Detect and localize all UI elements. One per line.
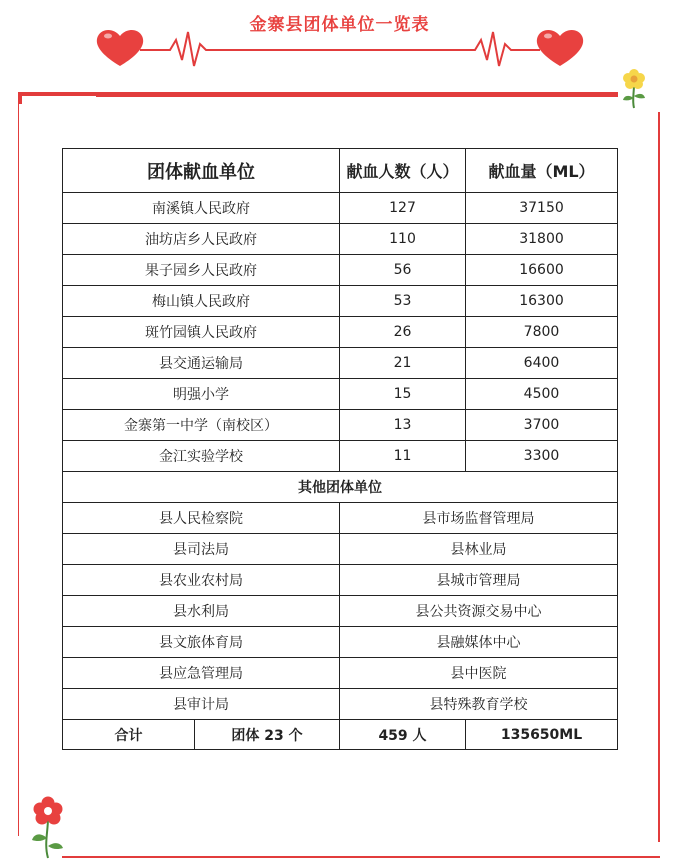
- red-flower-icon: [30, 796, 66, 860]
- donor-count-cell: 15: [340, 379, 466, 410]
- other-unit-cell: 县特殊教育学校: [340, 689, 618, 720]
- other-unit-cell: 县人民检察院: [63, 503, 340, 534]
- heartbeat-line-right: [340, 32, 540, 66]
- unit-name-cell: 金江实验学校: [63, 441, 340, 472]
- frame-border-top-thin: [96, 96, 618, 97]
- table-row: [63, 317, 618, 348]
- blood-volume-cell: 3700: [466, 410, 618, 441]
- other-unit-cell: 县审计局: [63, 689, 340, 720]
- blood-volume-cell: 6400: [466, 348, 618, 379]
- unit-name-cell: 县交通运输局: [63, 348, 340, 379]
- blood-donation-table: [62, 148, 618, 750]
- other-unit-cell: 县市场监督管理局: [340, 503, 618, 534]
- table-row: [63, 410, 618, 441]
- donor-count-cell: 56: [340, 255, 466, 286]
- blood-volume-cell: 7800: [466, 317, 618, 348]
- other-units-title-row: [63, 472, 618, 503]
- blood-volume-cell: 3300: [466, 441, 618, 472]
- other-unit-row: [63, 503, 618, 534]
- other-units-title: 其他团体单位: [63, 472, 618, 503]
- unit-name-cell: 油坊店乡人民政府: [63, 224, 340, 255]
- other-unit-row: [63, 658, 618, 689]
- table-row: [63, 348, 618, 379]
- header-unit: 团体献血单位: [63, 149, 340, 193]
- unit-name-cell: 明强小学: [63, 379, 340, 410]
- other-unit-row: [63, 627, 618, 658]
- total-row: [63, 720, 618, 750]
- heart-icon-right: [537, 30, 583, 66]
- table-header-row: [63, 149, 618, 193]
- total-groups: 团体 23 个: [195, 720, 340, 750]
- donor-count-cell: 21: [340, 348, 466, 379]
- other-unit-cell: 县林业局: [340, 534, 618, 565]
- other-unit-cell: 县城市管理局: [340, 565, 618, 596]
- total-donors: 459 人: [340, 720, 466, 750]
- unit-name-cell: 金寨第一中学（南校区）: [63, 410, 340, 441]
- frame-border-bottom: [62, 856, 660, 858]
- unit-name-cell: 梅山镇人民政府: [63, 286, 340, 317]
- header-donors: 献血人数（人）: [340, 149, 466, 193]
- other-unit-row: [63, 596, 618, 627]
- other-unit-cell: 县融媒体中心: [340, 627, 618, 658]
- yellow-flower-icon: [618, 66, 650, 110]
- table-row: [63, 441, 618, 472]
- other-unit-cell: 县公共资源交易中心: [340, 596, 618, 627]
- donor-count-cell: 26: [340, 317, 466, 348]
- other-unit-cell: 县水利局: [63, 596, 340, 627]
- other-unit-cell: 县司法局: [63, 534, 340, 565]
- other-unit-cell: 县文旅体育局: [63, 627, 340, 658]
- heartbeat-header-decoration: [0, 22, 679, 72]
- page-title: 金寨县团体单位一览表: [249, 15, 430, 35]
- donor-count-cell: 110: [340, 224, 466, 255]
- table-row: [63, 379, 618, 410]
- blood-volume-cell: 31800: [466, 224, 618, 255]
- other-unit-row: [63, 565, 618, 596]
- blood-volume-cell: 4500: [466, 379, 618, 410]
- unit-name-cell: 南溪镇人民政府: [63, 193, 340, 224]
- other-unit-cell: 县中医院: [340, 658, 618, 689]
- donor-count-cell: 127: [340, 193, 466, 224]
- heart-icon-left: [97, 30, 143, 66]
- header-volume: 献血量（ML）: [466, 149, 618, 193]
- table-row: [63, 193, 618, 224]
- blood-volume-cell: 16600: [466, 255, 618, 286]
- blood-volume-cell: 16300: [466, 286, 618, 317]
- table-row: [63, 255, 618, 286]
- total-label: 合计: [63, 720, 195, 750]
- unit-name-cell: 果子园乡人民政府: [63, 255, 340, 286]
- blood-volume-cell: 37150: [466, 193, 618, 224]
- table-body: [63, 149, 618, 750]
- unit-name-cell: 斑竹园镇人民政府: [63, 317, 340, 348]
- frame-border-left: [18, 96, 19, 836]
- frame-border-right: [658, 112, 660, 842]
- donor-count-cell: 11: [340, 441, 466, 472]
- other-unit-row: [63, 689, 618, 720]
- other-unit-row: [63, 534, 618, 565]
- donor-count-cell: 53: [340, 286, 466, 317]
- table-row: [63, 286, 618, 317]
- table-row: [63, 224, 618, 255]
- other-unit-cell: 县农业农村局: [63, 565, 340, 596]
- donor-count-cell: 13: [340, 410, 466, 441]
- other-unit-cell: 县应急管理局: [63, 658, 340, 689]
- heartbeat-line-left: [140, 32, 340, 66]
- total-volume: 135650ML: [466, 720, 618, 750]
